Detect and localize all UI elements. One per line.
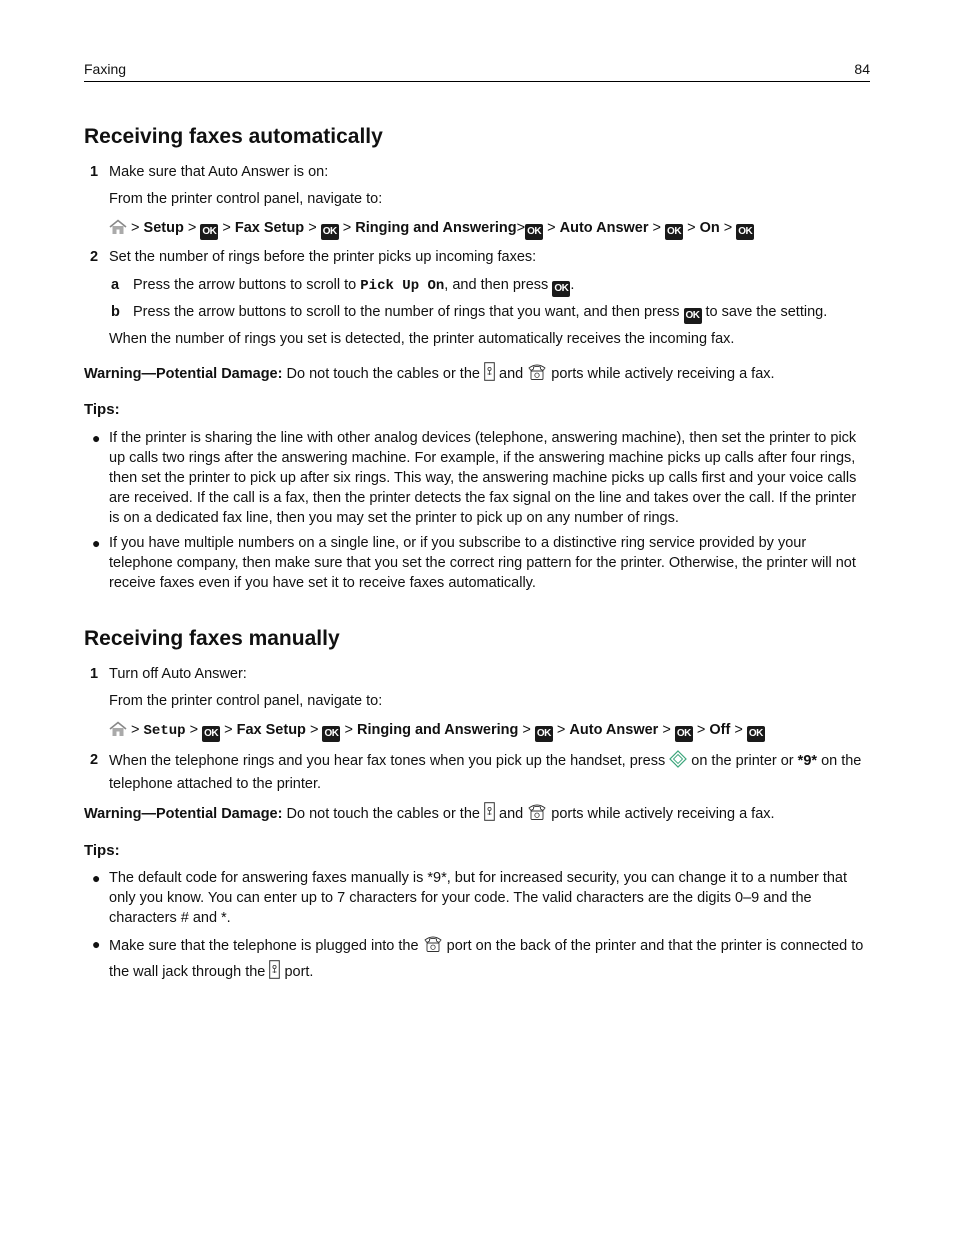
nav-sep: > <box>344 722 353 738</box>
substep-label: b <box>111 304 120 320</box>
nav-sep: > <box>723 220 733 236</box>
substep-text: , and then press <box>444 277 549 293</box>
tip-text: port. <box>284 964 314 980</box>
tip-text: If the printer is sharing the line with other analog devices (telephone, answering machine), then set the printer to pick up calls two rings after the answering machine. For example, if the answering machine picks up calls after four rings, then set the printer to pick up after six rings. This way, the answering machine picks up calls first and your voice calls are received. If the call is a fax, then the printer detects the fax signal on the line and takes over the call. If the printer is on a dedicated fax line, then you may set the printer to pick up on any number of rings. <box>109 430 857 526</box>
nav-intro-text: From the printer control panel, navigate to: <box>109 191 383 207</box>
answer-code: *9* <box>797 753 818 769</box>
nav-on: On <box>699 220 720 236</box>
ok-button-icon: OK <box>535 726 553 742</box>
nav-sep: > <box>131 722 140 738</box>
nav-sep: > <box>547 220 556 236</box>
ok-button-icon: OK <box>736 224 754 240</box>
section-title-auto: Receiving faxes automatically <box>84 125 383 148</box>
bullet: ● <box>92 936 101 952</box>
start-diamond-icon <box>669 750 687 774</box>
phone-port-icon <box>423 934 443 960</box>
menu-item-pick-up-on: Pick Up On <box>360 278 445 294</box>
warning-text: Do not touch the cables or the <box>286 366 480 382</box>
tips-heading: Tips: <box>84 401 120 418</box>
nav-sep: > <box>224 722 233 738</box>
page-header <box>84 61 870 82</box>
substep-text: . <box>570 277 575 293</box>
ok-button-icon: OK <box>322 726 340 742</box>
nav-sep: > <box>516 220 526 236</box>
header-page-number: 84 <box>854 61 870 77</box>
line-port-icon <box>484 802 495 827</box>
step-text: Make sure that Auto Answer is on: <box>109 164 329 180</box>
substep-text: Press the arrow buttons to scroll to <box>133 277 357 293</box>
step-text: When the telephone rings and you hear fax tones when you pick up the handset, press <box>109 753 666 769</box>
nav-setup: Setup <box>143 723 186 739</box>
step-number: 2 <box>90 752 99 768</box>
home-icon <box>109 219 127 241</box>
ok-button-icon: OK <box>684 308 702 324</box>
tip-text: port on the back of the printer and that the printer is connected to the wall jack through the <box>109 938 864 980</box>
nav-sep: > <box>556 722 566 738</box>
bullet: ● <box>92 430 101 446</box>
section-title-manual: Receiving faxes manually <box>84 627 340 650</box>
result-text: When the number of rings you set is detected, the printer automatically receives the incoming fax. <box>109 331 735 347</box>
nav-sep: > <box>696 722 706 738</box>
tip-text: Make sure that the telephone is plugged into the <box>109 938 419 954</box>
step-text: Turn off Auto Answer: <box>109 666 247 682</box>
line-port-icon <box>484 362 495 387</box>
ok-button-icon: OK <box>202 726 220 742</box>
header-section: Faxing <box>84 61 127 77</box>
ok-button-icon: OK <box>321 224 339 240</box>
nav-off: Off <box>709 722 731 738</box>
nav-auto-answer: Auto Answer <box>559 220 649 236</box>
ok-button-icon: OK <box>200 224 218 240</box>
nav-sep: > <box>652 220 662 236</box>
warning-text: Do not touch the cables or the <box>286 806 480 822</box>
nav-sep: > <box>308 220 317 236</box>
nav-sep: > <box>522 722 531 738</box>
step-text: on the printer or <box>691 753 794 769</box>
home-icon <box>109 721 127 743</box>
warning-label: Warning—Potential Damage: <box>84 366 283 382</box>
auto-warning <box>84 362 870 387</box>
substep-text: Press the arrow buttons to scroll to the number of rings that you want, and then press <box>133 304 680 320</box>
nav-intro-text: From the printer control panel, navigate to: <box>109 693 383 709</box>
tip-text: If you have multiple numbers on a single line, or if you subscribe to a distinctive ring service provided by your telephone company, then make sure that you set the correct ring pattern for the printer. Otherwise, the printer will not receive faxes even if you have set it to receive faxes automatically. <box>109 535 856 591</box>
substep-text: to save the setting. <box>705 304 828 320</box>
warning-text: ports while actively receiving a fax. <box>551 366 775 382</box>
phone-port-icon <box>527 362 547 387</box>
nav-fax-setup: Fax Setup <box>234 220 305 236</box>
ok-button-icon: OK <box>525 224 543 240</box>
warning-text: and <box>499 806 524 822</box>
nav-sep: > <box>309 722 319 738</box>
nav-sep: > <box>734 722 743 738</box>
nav-auto-answer: Auto Answer <box>569 722 659 738</box>
bullet: ● <box>92 870 101 886</box>
substep-label: a <box>111 277 120 293</box>
ok-button-icon: OK <box>675 726 693 742</box>
step-number: 1 <box>90 666 99 682</box>
ok-button-icon: OK <box>552 281 570 297</box>
line-port-icon <box>269 960 280 986</box>
tip-text: The default code for answering faxes manually is *9*, but for increased security, you can change it to a number that only you know. You can enter up to 7 characters for your code. The valid characters are the digits 0–9 and the characters # and *. <box>109 870 848 926</box>
ok-button-icon: OK <box>747 726 765 742</box>
step-text: on the telephone attached to the printer. <box>109 753 862 792</box>
nav-sep: > <box>687 220 696 236</box>
step-text: Set the number of rings before the printer picks up incoming faxes: <box>109 249 537 265</box>
nav-sep: > <box>187 220 197 236</box>
nav-fax-setup: Fax Setup <box>236 722 306 738</box>
nav-sep: > <box>131 220 140 236</box>
nav-setup: Setup <box>143 220 184 236</box>
nav-sep: > <box>662 722 671 738</box>
tips-heading: Tips: <box>84 842 120 859</box>
nav-ringing: Ringing and Answering <box>355 220 517 236</box>
phone-port-icon <box>527 802 547 827</box>
warning-text: ports while actively receiving a fax. <box>551 806 775 822</box>
ok-button-icon: OK <box>665 224 683 240</box>
nav-sep: > <box>222 220 231 236</box>
nav-sep: > <box>342 220 352 236</box>
warning-text: and <box>499 366 524 382</box>
warning-label: Warning—Potential Damage: <box>84 806 283 822</box>
step-number: 2 <box>90 249 99 265</box>
manual-warning <box>84 802 870 827</box>
nav-sep: > <box>189 722 199 738</box>
nav-ringing: Ringing and Answering <box>356 722 519 738</box>
step-number: 1 <box>90 164 99 180</box>
bullet: ● <box>92 535 101 551</box>
